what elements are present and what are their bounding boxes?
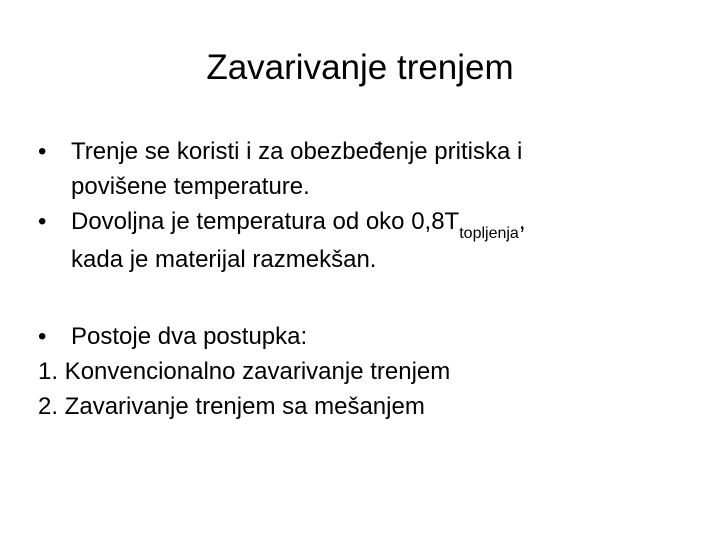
bullet-marker: •	[38, 208, 47, 235]
bullet-item-1-line-1: Trenje se koristi i za obezbeđenje pritiska i	[71, 138, 523, 165]
slide-content	[38, 134, 698, 424]
content-gap	[38, 277, 698, 319]
bullet-item-1	[38, 134, 698, 204]
bullet-item-2	[38, 204, 698, 277]
slide-title: Zavarivanje trenjem	[206, 48, 514, 87]
bullet-item-2-main-text: Dovoljna je temperatura od oko 0,8T	[71, 208, 460, 235]
melting-subscript: topljenja	[459, 225, 519, 242]
list-intro	[38, 319, 698, 354]
numbered-item-1: 1. Konvencionalno zavarivanje trenjem	[38, 358, 451, 385]
bullet-item-2-line-1	[71, 204, 698, 242]
numbered-item-2: 2. Zavarivanje trenjem sa mešanjem	[38, 393, 425, 420]
bullet-item-2-line-2: kada je materijal razmekšan.	[71, 246, 377, 273]
bullet-marker: •	[38, 323, 47, 350]
list-intro-text: Postoje dva postupka:	[71, 323, 308, 350]
bullet-marker: •	[38, 138, 47, 165]
bullet-item-1-line-2: povišene temperature.	[71, 173, 310, 200]
bullet-item-2-tail: ,	[518, 208, 526, 235]
